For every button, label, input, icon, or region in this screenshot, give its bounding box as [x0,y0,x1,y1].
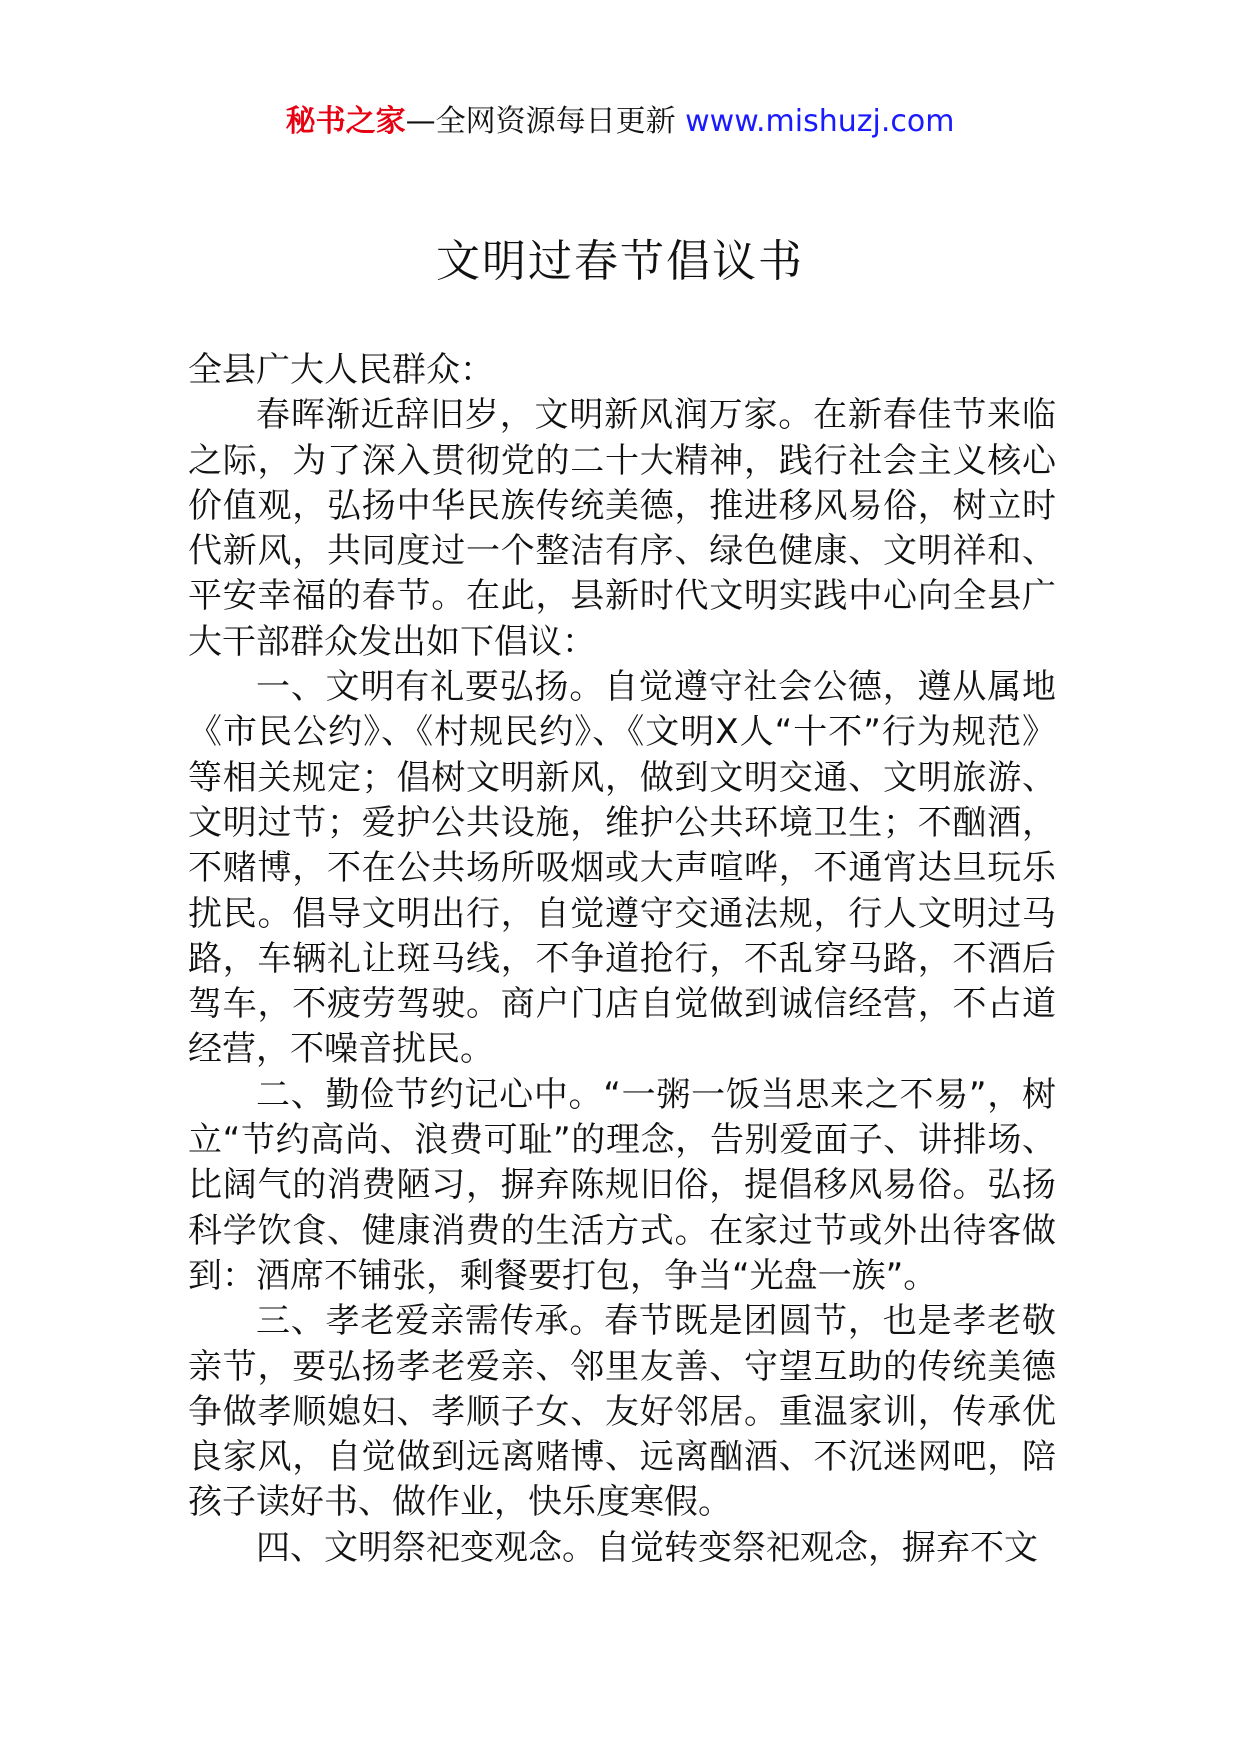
paragraph-intro: 春晖渐近辞旧岁，文明新风润万家。在新春佳节来临之际，为了深入贯彻党的二十大精神，践行社会主义核心价值观，弘扬中华民族传统美德，推进移风易俗，树立时代新风，共同度过一个整洁有序、绿色健康、文明祥和、平安幸福的春节。在此，县新时代文明实践中心向全县广大干部群众发出如下倡议： [188,395,1056,662]
paragraph-item-3: 三、孝老爱亲需传承。春节既是团圆节，也是孝老敬亲节，要弘扬孝老爱亲、邻里友善、守望互助的传统美德争做孝顺媳妇、孝顺子女、友好邻居。重温家训，传承优良家风，自觉做到远离赌博、远离酗酒、不沉迷网吧，陪孩子读好书、做作业，快乐度寒假。 [188,1301,1056,1523]
salutation: 全县广大人民群众： [188,350,494,390]
document-title: 文明过春节倡议书 [436,236,804,287]
brand-tagline: —全网资源每日更新 [405,104,686,139]
header-banner [0,100,1240,144]
paragraph-item-2: 二、勤俭节约记心中。“一粥一饭当思来之不易”，树立“节约高尚、浪费可耻”的理念，告别爱面子、讲排场、比阔气的消费陋习，摒弃陈规旧俗，提倡移风易俗。弘扬科学饮食、健康消费的生活方式。在家过节或外出待客做到：酒席不铺张，剩餐要打包，争当“光盘一族”。 [188,1074,1056,1296]
paragraph-item-4: 四、文明祭祀变观念。自觉转变祭祀观念，摒弃不文 [256,1527,1038,1568]
document-body [188,348,1056,1571]
paragraph-item-1: 一、文明有礼要弘扬。自觉遵守社会公德，遵从属地《市民公约》、《村规民约》、《文明X人“十不”行为规范》等相关规定；倡树文明新风，做到文明交通、文明旅游、文明过节；爱护公共设施，维护公共环境卫生；不酗酒，不赌博，不在公共场所吸烟或大声喧哗，不通宵达旦玩乐扰民。倡导文明出行，自觉遵守交通法规，行人文明过马路，车辆礼让斑马线，不争道抢行，不乱穿马路，不酒后驾车，不疲劳驾驶。商户门店自觉做到诚信经营，不占道经营，不噪音扰民。 [188,667,1056,1070]
website-link[interactable]: www.mishuzj.com [685,104,955,139]
brand-name: 秘书之家 [285,104,406,139]
